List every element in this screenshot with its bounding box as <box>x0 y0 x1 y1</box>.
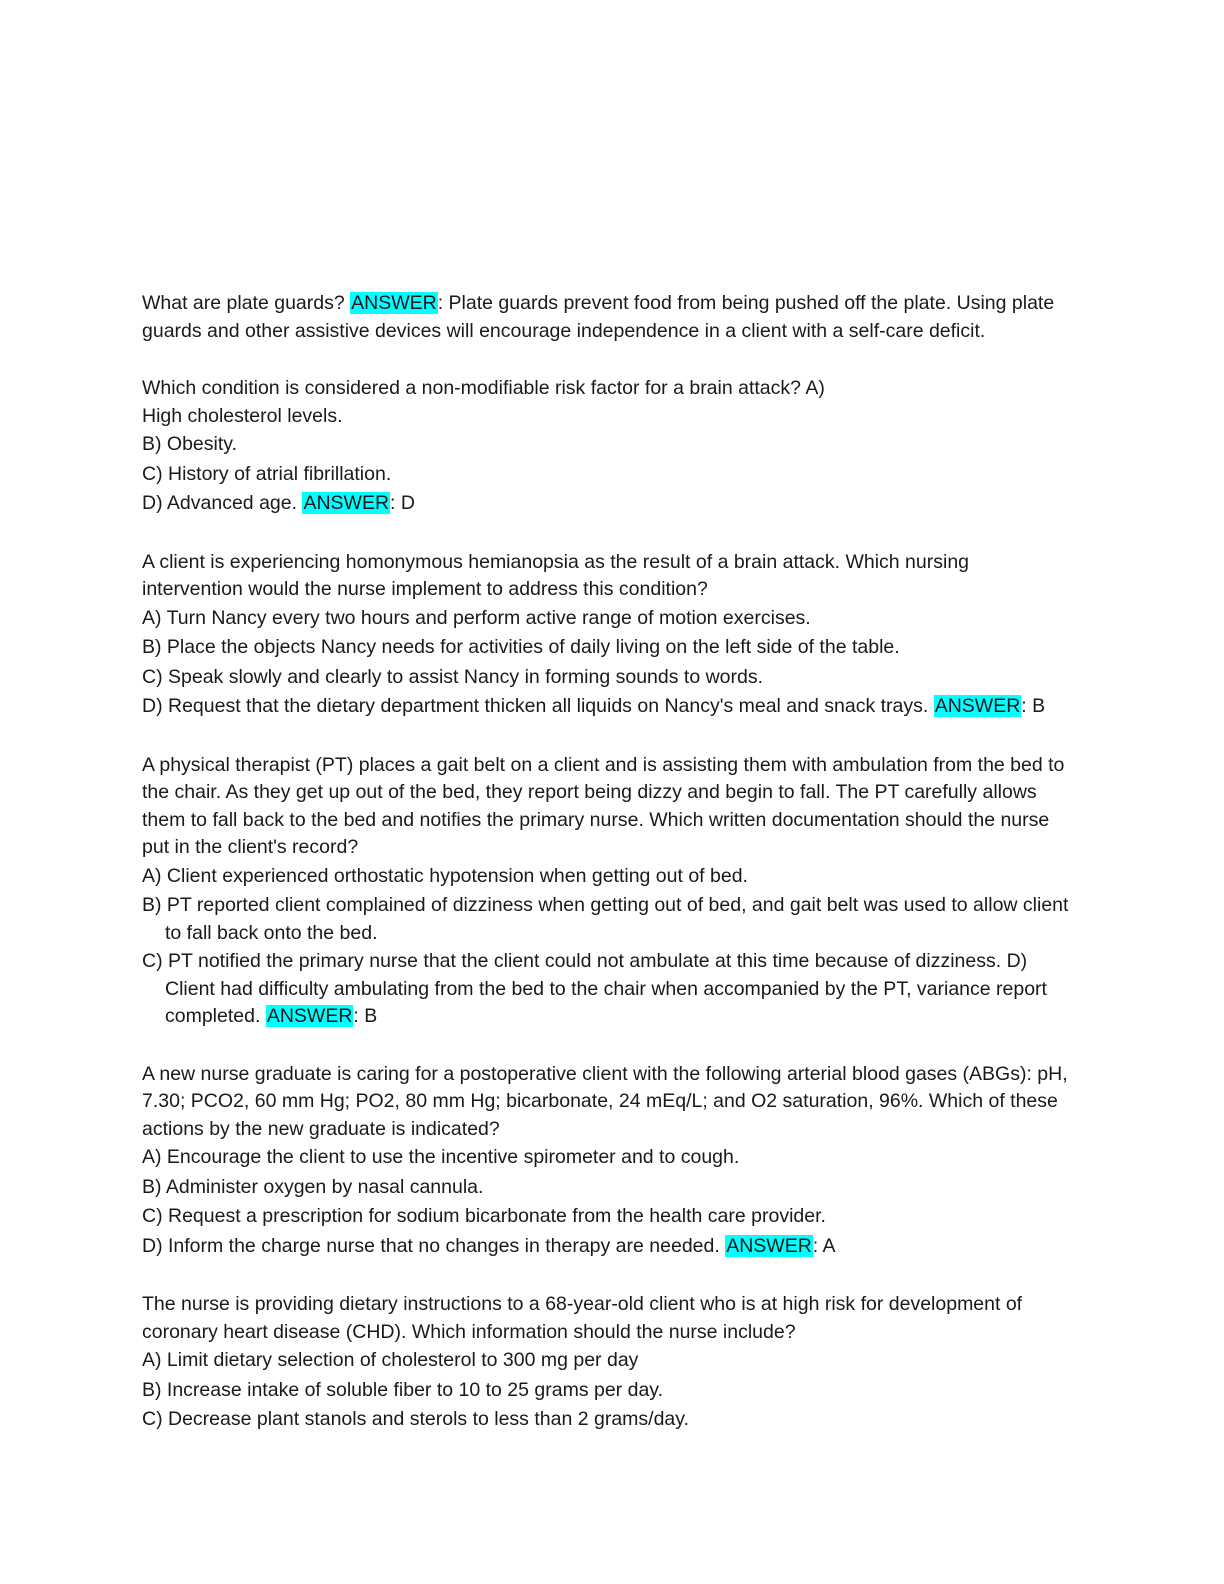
option-a: A) Encourage the client to use the incentive spirometer and to cough. <box>142 1146 740 1168</box>
answer-highlight: ANSWER <box>726 1234 812 1257</box>
option-a: A) Limit dietary selection of cholesterol to 300 mg per day <box>142 1349 639 1371</box>
option-b: B) Administer oxygen by nasal cannula. <box>142 1175 484 1198</box>
option-c: C) History of atrial fibrillation. <box>142 462 392 485</box>
option-c: C) Request a prescription for sodium bicarbonate from the health care provider. <box>142 1205 826 1227</box>
option-b: B) Increase intake of soluble fiber to 10 to 25 grams per day. <box>142 1378 664 1401</box>
answer-highlight: ANSWER <box>934 695 1021 717</box>
answer-highlight: ANSWER <box>303 492 390 514</box>
option-b: B) Obesity. <box>142 433 237 455</box>
question-block-risk-factor <box>142 375 1072 519</box>
option-a: A) Turn Nancy every two hours and perform active range of motion exercises. <box>142 606 811 629</box>
option-d: D) Inform the charge nurse that no changes in therapy are needed. ANSWER: A <box>142 1234 836 1257</box>
option-d: D) Request that the dietary department thicken all liquids on Nancy's meal and snack trays. ANSWER: B <box>142 695 1046 717</box>
document-page <box>142 290 1072 1465</box>
question-block-chd-diet <box>142 1291 1072 1435</box>
question-text: A new nurse graduate is caring for a postoperative client with the following arterial blood gases (ABGs): pH, 7.30; PCO2, 60 mm Hg; PO2, 80 mm Hg; bicarbonate, 24 mEq/L; and O2 saturation, 96%. Which of these actions by the new graduate is indicated? <box>142 1062 1068 1140</box>
question-block-hemianopsia <box>142 549 1072 722</box>
answer-highlight: ANSWER <box>351 292 437 314</box>
option-c-d: C) PT notified the primary nurse that the client could not ambulate at this time because of dizziness. D) Client had difficulty ambulating from the bed to the chair when accompanied by the PT, variance report completed. ANSWER: B <box>142 950 1047 1027</box>
option-d: D) Advanced age. ANSWER: D <box>142 492 415 514</box>
answer-highlight: ANSWER <box>266 1005 353 1027</box>
option-c: C) Decrease plant stanols and sterols to less than 2 grams/day. <box>142 1408 689 1430</box>
option-a: High cholesterol levels. <box>142 404 343 427</box>
option-a: A) Client experienced orthostatic hypotension when getting out of bed. <box>142 864 748 887</box>
question-block-plate-guards <box>142 290 1072 345</box>
question-text: A physical therapist (PT) places a gait belt on a client and is assisting them with ambulation from the bed to the chair. As they get up out of the bed, they report being dizzy and begin to fall. The PT carefully allows them to fall back to the bed and notifies the primary nurse. Which written documentation should the nurse put in the client's record? <box>142 753 1065 858</box>
option-b: B) Place the objects Nancy needs for activities of daily living on the left side of the table. <box>142 636 900 658</box>
question-block-abgs <box>142 1061 1072 1262</box>
question-block-gait-belt <box>142 752 1072 1031</box>
option-b: B) PT reported client complained of dizziness when getting out of bed, and gait belt was used to allow client to fall back onto the bed. <box>142 894 1069 944</box>
question-text: The nurse is providing dietary instructions to a 68-year-old client who is at high risk for development of coronary heart disease (CHD). Which information should the nurse include? <box>142 1293 1023 1343</box>
question-text: What are plate guards? ANSWER: Plate guards prevent food from being pushed off the plate. Using plate guards and other assistive devices will encourage independence in a client with a self-care deficit. <box>142 292 1055 342</box>
question-text: A client is experiencing homonymous hemianopsia as the result of a brain attack. Which nursing intervention would the nurse implement to address this condition? <box>142 550 970 600</box>
option-c: C) Speak slowly and clearly to assist Nancy in forming sounds to words. <box>142 665 764 688</box>
question-text: Which condition is considered a non-modifiable risk factor for a brain attack? A) <box>142 377 825 399</box>
